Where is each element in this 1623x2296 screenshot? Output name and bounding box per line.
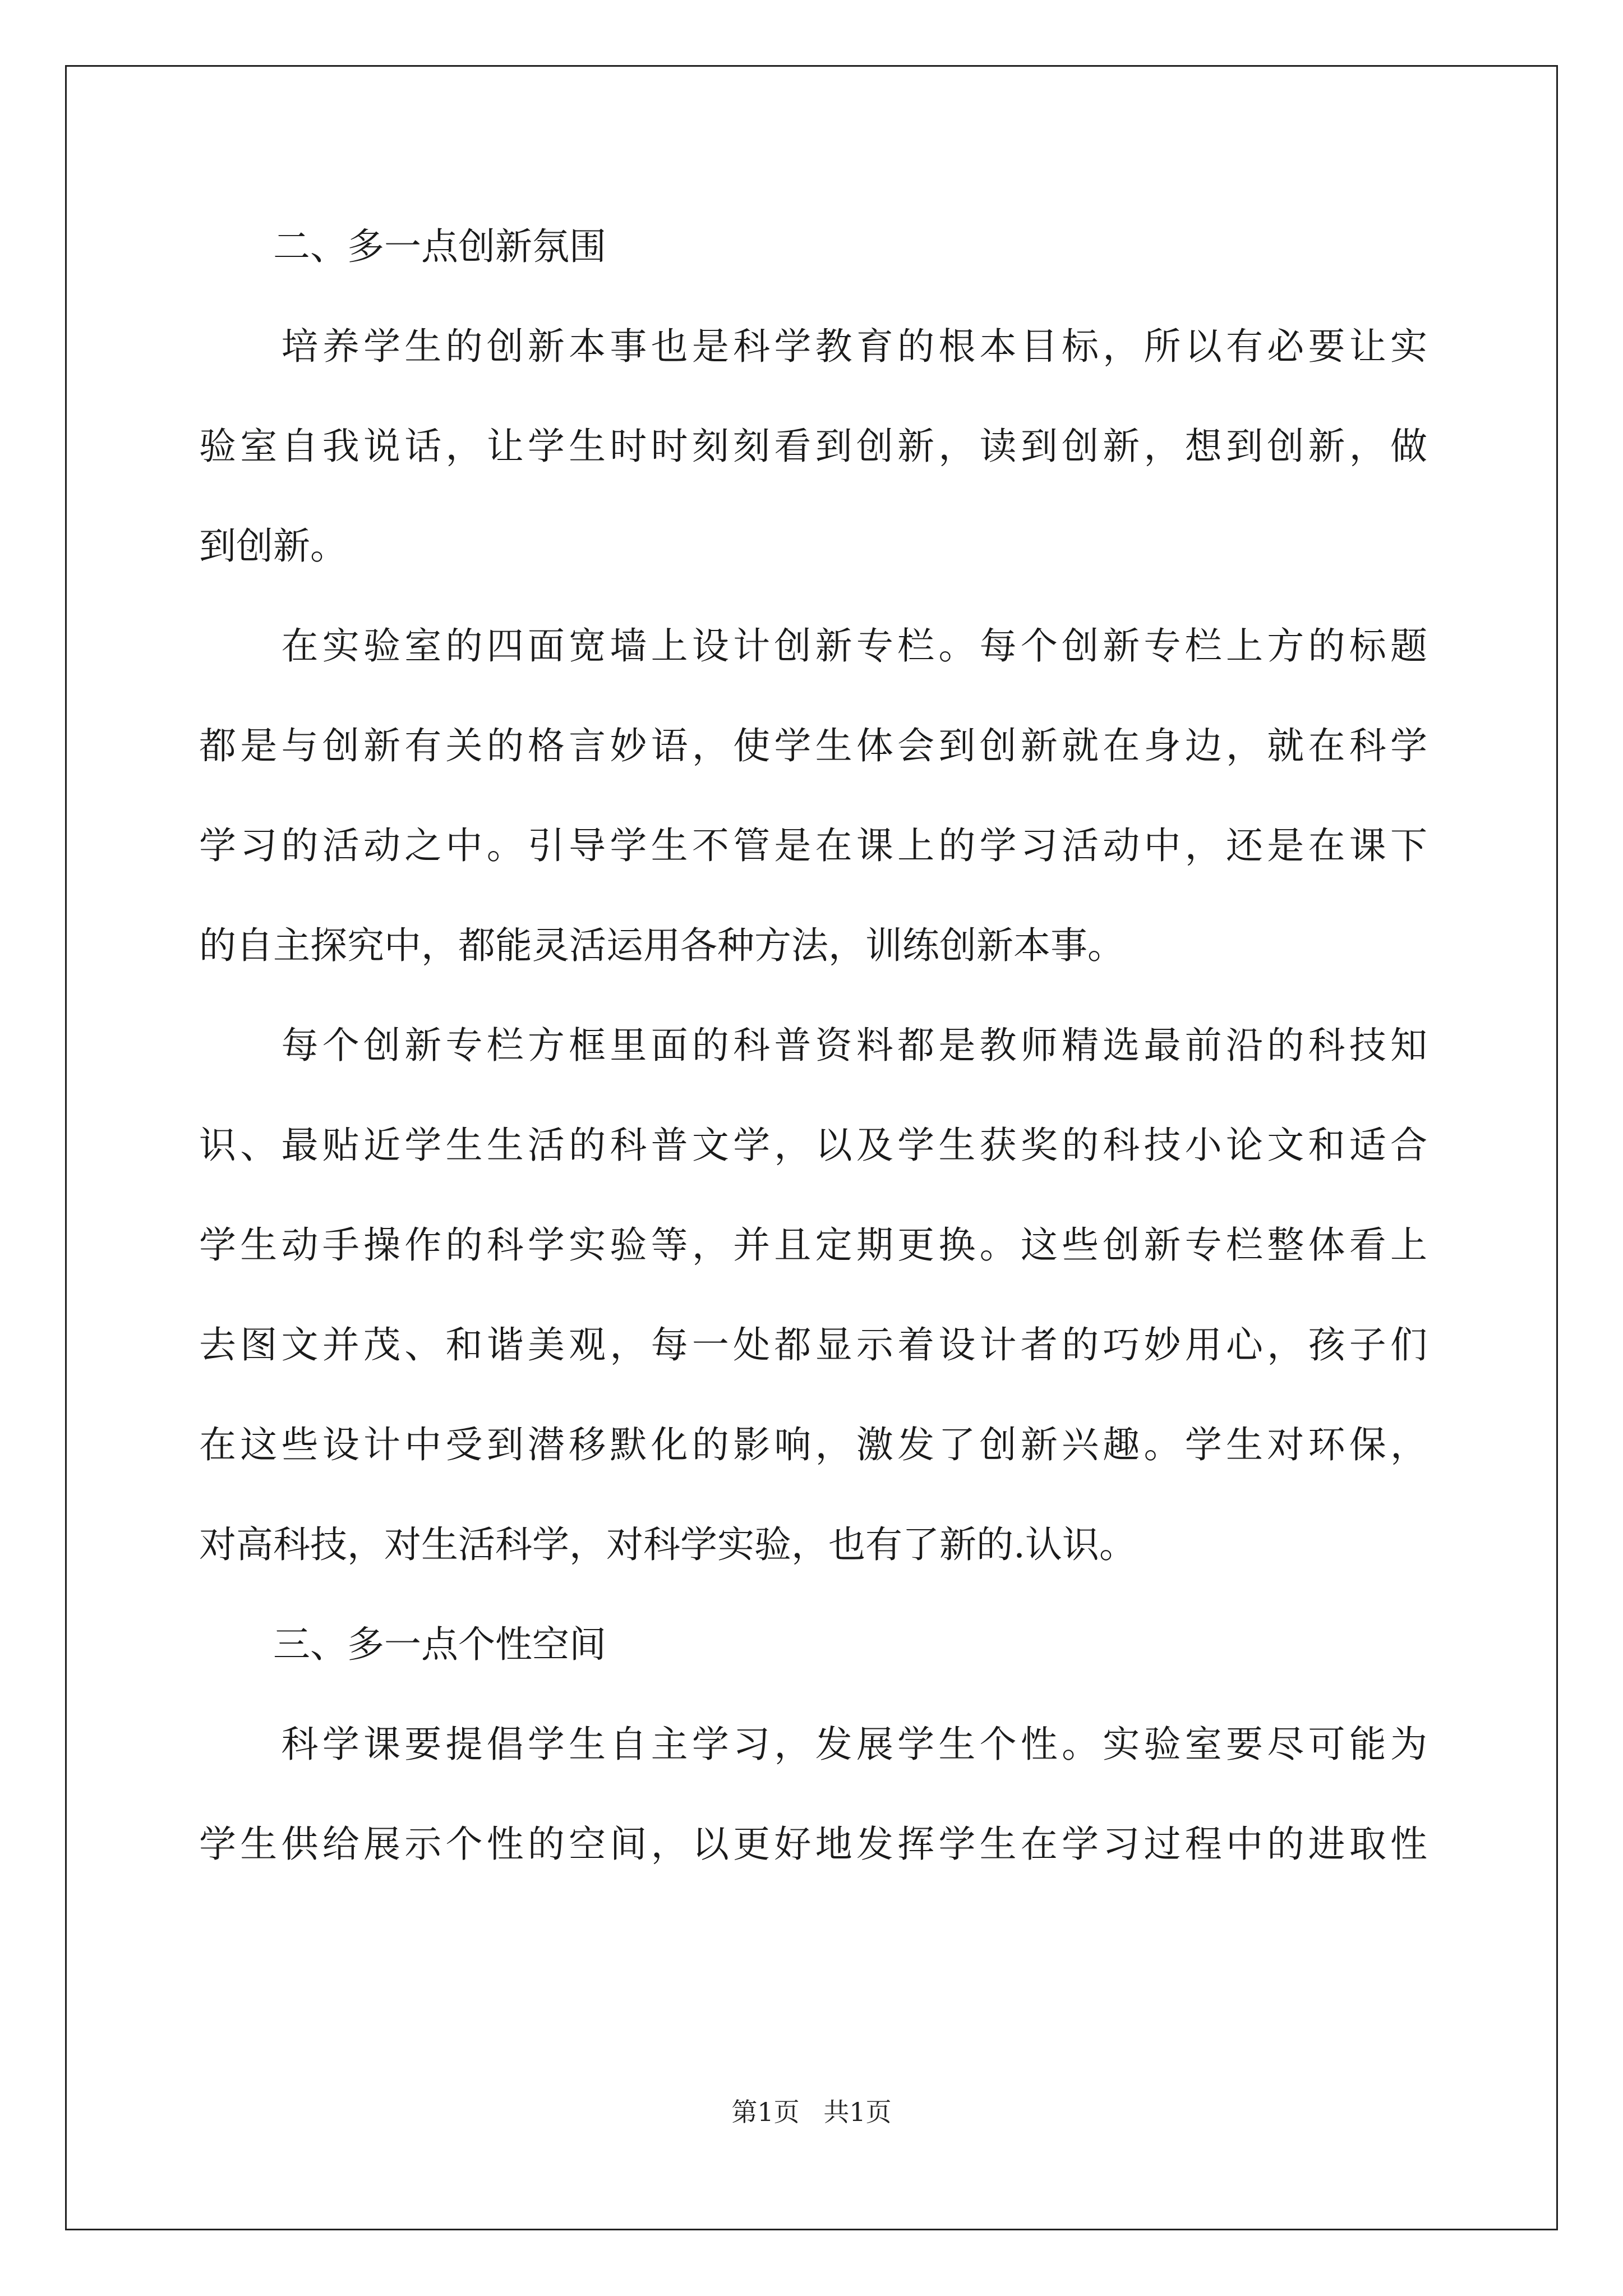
paragraph-line: 验室自我说话，让学生时时刻刻看到创新，读到创新，想到创新，做 [199, 425, 1427, 468]
paragraph-line: 学生供给展示个性的空间，以更好地发挥学生在学习过程中的进取性 [199, 1823, 1427, 1866]
paragraph-line: 在实验室的四面宽墙上设计创新专栏。每个创新专栏上方的标题 [199, 624, 1427, 668]
paragraph-line: 学习的活动之中。引导学生不管是在课上的学习活动中，还是在课下 [199, 824, 1427, 867]
paragraph-line: 对高科技，对生活科学，对科学实验，也有了新的.认识。 [199, 1523, 1136, 1566]
paragraph-line: 培养学生的创新本事也是科学教育的根本目标，所以有必要让实 [199, 325, 1427, 368]
paragraph-line: 每个创新专栏方框里面的科普资料都是教师精选最前沿的科技知 [199, 1024, 1427, 1067]
section-heading-3: 三、多一点个性空间 [199, 1623, 606, 1666]
paragraph-line: 的自主探究中，都能灵活运用各种方法，训练创新本事。 [199, 924, 1124, 967]
paragraph-line: 到创新。 [199, 524, 347, 568]
paragraph-line: 科学课要提倡学生自主学习，发展学生个性。实验室要尽可能为 [199, 1723, 1427, 1766]
page-count: 共1页 [823, 2097, 892, 2127]
page-footer [0, 2095, 1623, 2129]
paragraph-line: 都是与创新有关的格言妙语，使学生体会到创新就在身边，就在科学 [199, 724, 1427, 767]
paragraph-line: 去图文并茂、和谐美观，每一处都显示着设计者的巧妙用心，孩子们 [199, 1323, 1427, 1366]
page-number: 第1页 [731, 2097, 800, 2127]
section-heading-2: 二、多一点创新氛围 [199, 225, 606, 268]
paragraph-line: 识、最贴近学生生活的科普文学，以及学生获奖的科技小论文和适合 [199, 1124, 1427, 1167]
paragraph-line: 在这些设计中受到潜移默化的影响，激发了创新兴趣。学生对环保， [199, 1423, 1427, 1466]
paragraph-line: 学生动手操作的科学实验等，并且定期更换。这些创新专栏整体看上 [199, 1223, 1427, 1267]
